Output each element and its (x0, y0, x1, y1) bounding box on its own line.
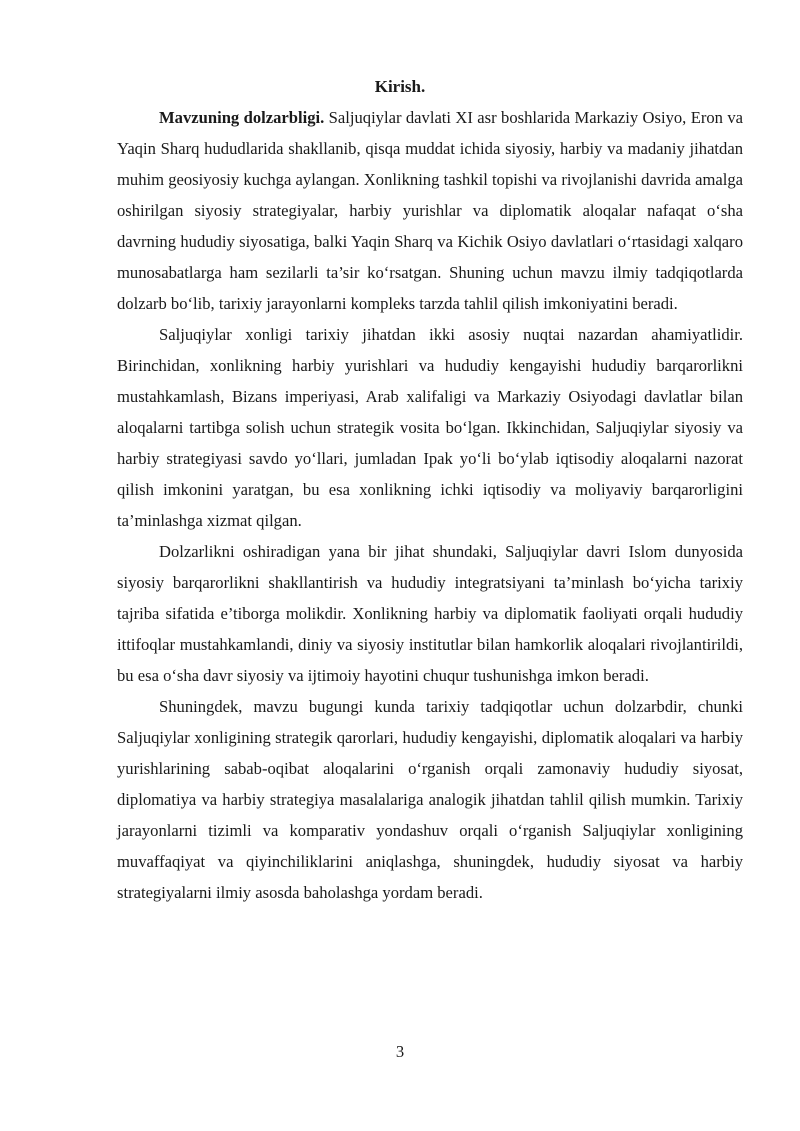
paragraph-text: Saljuqiylar davlati XI asr boshlarida Markaziy Osiyo, Eron va Yaqin Sharq hududlarida shakllanib, qisqa muddat ichida siyosiy, harbiy va madaniy jihatdan muhim geosiyosiy kuchga aylangan. Xonlikning tashkil topishi va rivojlanishi davrida amalga oshirilgan siyosiy strategiyalar, harbiy yurishlar va diplomatik aloqalar nafaqat o‘sha davrning hududiy siyosatiga, balki Yaqin Sharq va Kichik Osiyo davlatlari o‘rtasidagi xalqaro munosabatlarga ham sezilarli ta’sir ko‘rsatgan. Shuning uchun mavzu ilmiy tadqiqotlarda dolzarb bo‘lib, tarixiy jarayonlarni kompleks tarzda tahlil qilish imkoniyatini beradi. (117, 108, 744, 313)
paragraph-importance: Saljuqiylar xonligi tarixiy jihatdan ikki asosiy nuqtai nazardan ahamiyatlidir. Birinchidan, xonlikning harbiy yurishlari va hududiy kengayishi hududiy barqarorlikni mustahkamlash, Bizans imperiyasi, Arab xalifaligi va Markaziy Osiyodagi davlatlar bilan aloqalarni tartibga solish uchun strategik vosita bo‘lgan. Ikkinchidan, Saljuqiylar siyosiy va harbiy strategiyasi savdo yo‘llari, jumladan Ipak yo‘li bo‘ylab iqtisodiy aloqalarni nazorat qilish imkonini yaratgan, bu esa xonlikning ichki iqtisodiy va moliyaviy barqarorligini ta’minlashga xizmat qilgan. (117, 325, 743, 530)
paragraph-modern-relevance: Shuningdek, mavzu bugungi kunda tarixiy tadqiqotlar uchun dolzarbdir, chunki Saljuqiylar xonligining strategik qarorlari, hududiy kengayishi, diplomatik aloqalari va harbiy yurishlarining sabab-oqibat aloqalarini o‘rganish orqali zamonaviy hududiy siyosat, diplomatiya va harbiy strategiya masalalariga analogik jihatdan tahlil qilish mumkin. Tarixiy jarayonlarni tizimli va komparativ yondashuv orqali o‘rganish Saljuqiylar xonligining muvaffaqiyat va qiyinchiliklarini aniqlashga, shuningdek, hududiy siyosat va harbiy strategiyalarni ilmiy asosda baholashga yordam beradi. (117, 697, 743, 902)
page-title: Kirish. (374, 77, 426, 96)
paragraph-relevance (117, 102, 743, 319)
page-number: 3 (395, 1042, 405, 1061)
paragraph-lead-heading: Mavzuning dolzarbligi. (159, 108, 325, 127)
paragraph-stability: Dolzarlikni oshiradigan yana bir jihat shundaki, Saljuqiylar davri Islom dunyosida siyosiy barqarorlikni shakllantirish va hududiy integratsiyani ta’minlash bo‘yicha tarixiy tajriba sifatida e’tiborga molikdir. Xonlikning harbiy va diplomatik faoliyati orqali hududiy ittifoqlar mustahkamlandi, diniy va siyosiy institutlar bilan hamkorlik aloqalari rivojlantirildi, bu esa o‘sha davr siyosiy va ijtimoiy hayotini chuqur tushunishga imkon beradi. (117, 542, 743, 685)
body-text (117, 102, 743, 908)
